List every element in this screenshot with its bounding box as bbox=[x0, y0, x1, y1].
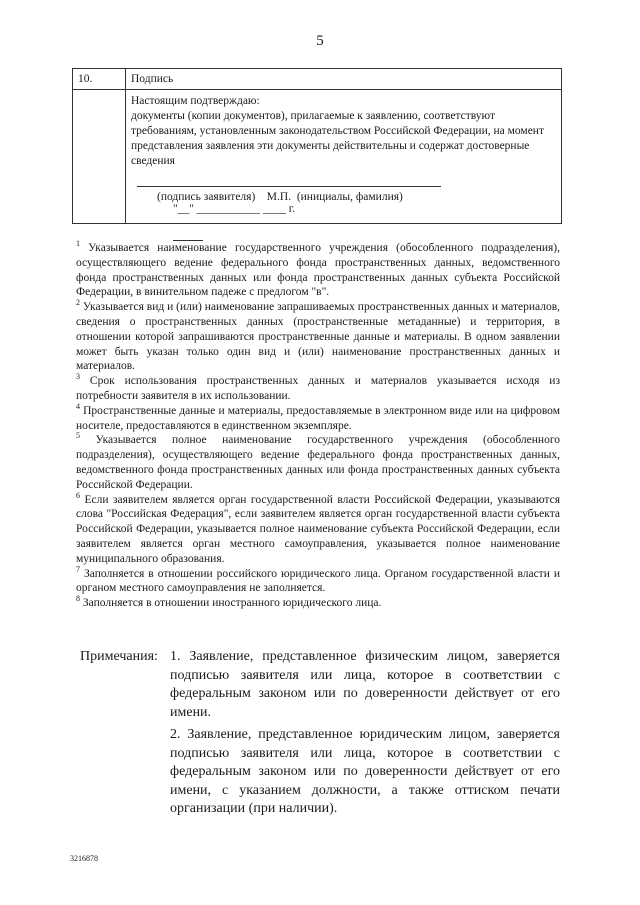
footnote bbox=[76, 490, 560, 567]
footnote-mark: 6 bbox=[76, 490, 80, 500]
footnote-text: Указывается полное наименование государственного учреждения (обособленного подразделения), осуществляющего ведение федерального фонда пространственных данных, ведомственного фонда пространственных данных или фонда пространственных данных субъекта Российской Федерации. bbox=[76, 434, 560, 491]
footnote-text: Указывается наименование государственного учреждения (обособленного подразделения), осуществляющего ведение федерального фонда пространственных данных, ведомственного фонда пространственных данных или фонда пространственных данных субъекта Российской Федерации, в винительном падеже с предлогом "в". bbox=[76, 242, 561, 299]
footnote-text: Заполняется в отношении иностранного юридического лица. bbox=[82, 597, 382, 610]
footnote-mark: 1 bbox=[76, 239, 80, 249]
footnote bbox=[76, 564, 561, 597]
notes-label: Примечания: bbox=[80, 649, 158, 664]
footnote bbox=[76, 401, 560, 434]
signature-caption: (подпись заявителя) М.П. (инициалы, фамилия) bbox=[157, 191, 403, 203]
confirmation-text: Настоящим подтверждаю: документы (копии документов), прилагаемые к заявлению, соответствуют требованиям, установленным законодательством Российской Федерации, на момент представления заявления эти документы действительны и содержат достоверные сведения bbox=[131, 95, 544, 167]
footnote bbox=[76, 300, 560, 374]
table-row bbox=[73, 90, 562, 224]
footnote-mark: 3 bbox=[76, 372, 80, 382]
note-item: 2. Заявление, представленное юридическим лицом, заверяется подписью заявителя или лица, которое в соответствии с федеральным законом или по доверенности действует от его имени, с указанием должности, а также оттиском печати организации (при наличии). bbox=[170, 727, 560, 816]
footnote-text: Пространственные данные и материалы, предоставляемые в электронном виде или на цифровом носителе, предоставляются в единственном экземпляре. bbox=[76, 404, 560, 432]
date-line: "__" ___________ ____ г. bbox=[173, 203, 296, 215]
document-code: 3216878 bbox=[70, 854, 98, 863]
signature-table bbox=[72, 68, 562, 224]
footnotes bbox=[76, 241, 560, 611]
note-item: 1. Заявление, представленное физическим лицом, заверяется подписью заявителя или лица, которое в соответствии с федеральным законом или по доверенности действует от его имени. bbox=[170, 649, 560, 720]
row-heading: Подпись bbox=[126, 69, 562, 90]
footnote-text: Указывается вид и (или) наименование запрашиваемых пространственных данных и материалов, сведения о пространственных данных (пространственные метаданные) и территория, в отношении которой запрашиваются пространственные данные и материалы. В одном заявлении может быть указан только один вид и (или) наименование пространственных данных и материалов. bbox=[76, 301, 561, 373]
footnote-mark: 4 bbox=[76, 401, 80, 411]
empty-cell bbox=[73, 90, 126, 224]
footnote-mark: 5 bbox=[76, 431, 80, 441]
page-number: 5 bbox=[316, 33, 324, 49]
signature-line bbox=[137, 185, 441, 187]
row-number: 10. bbox=[73, 69, 126, 90]
notes-section bbox=[80, 648, 560, 819]
footnote-text: Срок использования пространственных данных и материалов указывается исходя из потребности заявителя в их использовании. bbox=[76, 375, 560, 402]
footnote bbox=[76, 433, 560, 492]
footnote bbox=[76, 241, 560, 300]
footnote-mark: 2 bbox=[76, 298, 80, 308]
footnote bbox=[76, 374, 560, 404]
footnote-mark: 8 bbox=[76, 594, 80, 604]
footnote bbox=[76, 596, 560, 611]
footnote-text: Если заявителем является орган государственной власти Российской Федерации, указываются слова "Российская Федерация", если заявителем является орган государственной власти субъекта Российской Федерации, указывается полное наименование субъекта Российской Федерации, если заявителем является орган местного самоуправления, указывается полное наименование муниципального образования. bbox=[76, 493, 560, 565]
table-row bbox=[73, 69, 562, 90]
confirmation-cell bbox=[126, 90, 562, 224]
footnote-mark: 7 bbox=[76, 564, 80, 574]
footnote-text: Заполняется в отношении российского юридического лица. Органом государственной власти и органом местного самоуправления не заполняется. bbox=[76, 567, 561, 595]
